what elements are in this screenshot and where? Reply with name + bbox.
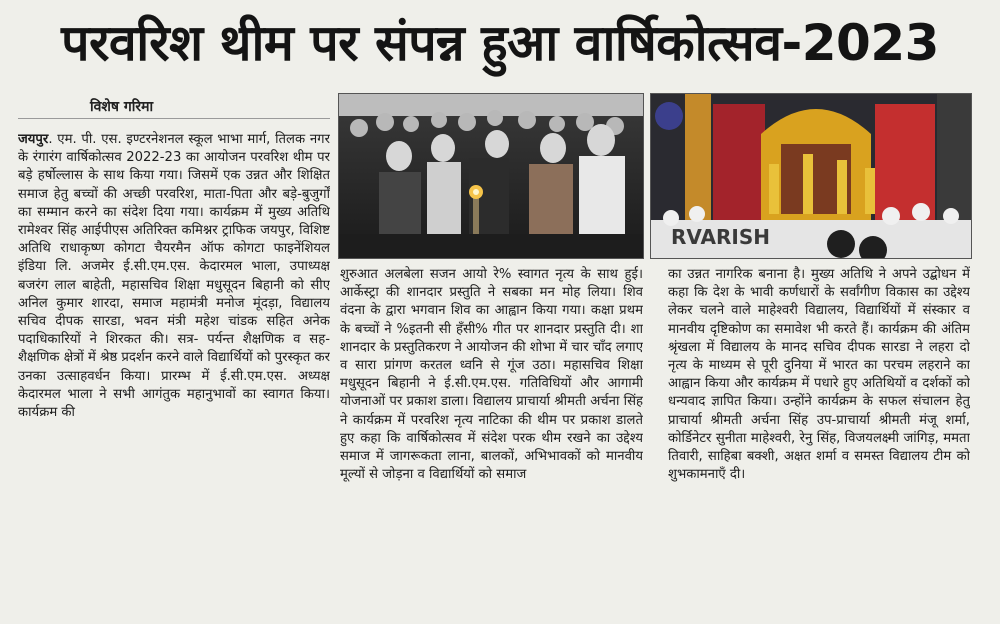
stage-performance-image [651, 94, 971, 258]
dateline: जयपुर [18, 132, 49, 147]
photo-stage-performance [650, 93, 972, 259]
byline: विशेष गरिमा [90, 99, 154, 115]
article-column-1 [18, 131, 330, 619]
column-2-text: शुरुआत अलबेला सजन आयो रे% स्वागत नृत्य के साथ हुई। आर्केस्ट्रा की शानदार प्रस्तुति ने सबका मन मोह लिया। शिव वंदना के द्वारा भगवान शिव का आह्वान किया गया। कक्षा प्रथम के बच्चों ने %इतनी सी हँसी% गीत पर शानदार प्रस्तुति दी। शा शानदार के प्रस्तुतिकरण ने आयोजन की शोभा में चार चाँद लगाए व सारा प्रांगण करतल ध्वनि से गूंज उठा। महासचिव शिक्षा मधुसूदन बिहानी ने ई.सी.एम.एस. गतिविधियों और आगामी योजनाओं पर प्रकाश डाला। विद्यालय प्राचार्या श्रीमती अर्चना सिंह ने कार्यक्रम में परवरिश नृत्य नाटिका की थीम पर प्रकाश डालते हुए कहा कि वार्षिकोत्सव में संदेश परक थीम रखने का उद्देश्य समाज में जागरूकता लाना, बालकों, अभिभावकों को मानवीय मूल्यों से जोड़ना व विद्यार्थियों को समाज [340, 267, 643, 483]
byline-rule [18, 118, 330, 119]
stage-banner-text: RVARISH [671, 225, 770, 249]
photo-lamp-lighting [338, 93, 644, 259]
column-1-text: . एम. पी. एस. इण्टरनेशनल स्कूल भाभा मार्ग, तिलक नगर के रंगारंग वार्षिकोत्सव 2022-23 का आयोजन परवरिश थीम पर बड़े हर्षोल्लास के साथ किया गया। जिसमें एक उन्नत और शिक्षित समाज हेतु बच्चों की अच्छी परवरिश, माता-पिता और बड़े-बुजुर्गों का सम्मान करने का संदेश दिया गया। कार्यक्रम में मुख्य अतिथि रामेश्वर सिंह आईपीएस अतिरिक्त कमिश्नर ट्राफिक जयपुर, विशिष्ट अतिथि राधाकृष्ण कोगटा चैयरमैन ऑफ कोगटा फाइनेंशियल इंडिया लि. अजमेर ई.सी.एम.एस. केदारमल भाला, उपाध्यक्ष बजरंग लाल बाहेती, महासचिव शिक्षा मधुसूदन बिहानी को सीए अनिल कुमार शारदा, समाज महामंत्री मनोज मूंदड़ा, विद्यालय सचिव दीपक सारडा, भवन मंत्री महेश चांडक सहित अनेक पदाधिकारियों ने शिरकत की। सत्र- पर्यन्त शैक्षणिक व सह-शैक्षणिक क्षेत्रों में श्रेष्ठ प्रदर्शन करने वाले विद्यार्थियों को पुरस्कृत कर उनका उत्साहवर्धन किया। प्रारम्भ में ई.सी.एम.एस. अध्यक्ष केदारमल भाला ने सभी आगंतुक महानुभावों का स्वागत किया। कार्यक्रम की [18, 132, 330, 421]
article-column-3 [668, 266, 970, 619]
lamp-lighting-image [339, 94, 643, 258]
headline: परवरिश थीम पर संपन्न हुआ वार्षिकोत्सव-2023 [61, 14, 939, 72]
column-3-text: का उन्नत नागरिक बनाना है। मुख्य अतिथि ने अपने उद्बोधन में कहा कि देश के भावी कर्णधारों के सर्वांगीण विकास का उद्देश्य लेकर चलने वाले माहेश्वरी विद्यालय, विद्यार्थियों में संस्कार व मानवीय दृष्टिकोण का समावेश भी करते हैं। कार्यक्रम की अंतिम श्रृंखला में विद्यालय के मानद सचिव दीपक सारडा ने लहरा दो नृत्य के माध्यम से पूरी दुनिया में भारत का परचम लहराने का आह्वान किया और कार्यक्रम में पधारे हुए अतिथियों व दर्शकों को धन्यवाद ज्ञापित किया। उन्होंने कार्यक्रम के सफल संचालन हेतु प्राचार्या श्रीमती अर्चना सिंह उप-प्राचार्या श्रीमती मंजू शर्मा, कोर्डिनेटर सुनीता माहेश्वरी, रेनु सिंह, विजयलक्ष्मी जांगिड़, ममता तिवारी, साहिबा बक्शी, अक्षत शर्मा व समस्त विद्यालय टीम को शुभकामनाएँ दी। [668, 267, 970, 483]
article-column-2 [340, 266, 643, 619]
